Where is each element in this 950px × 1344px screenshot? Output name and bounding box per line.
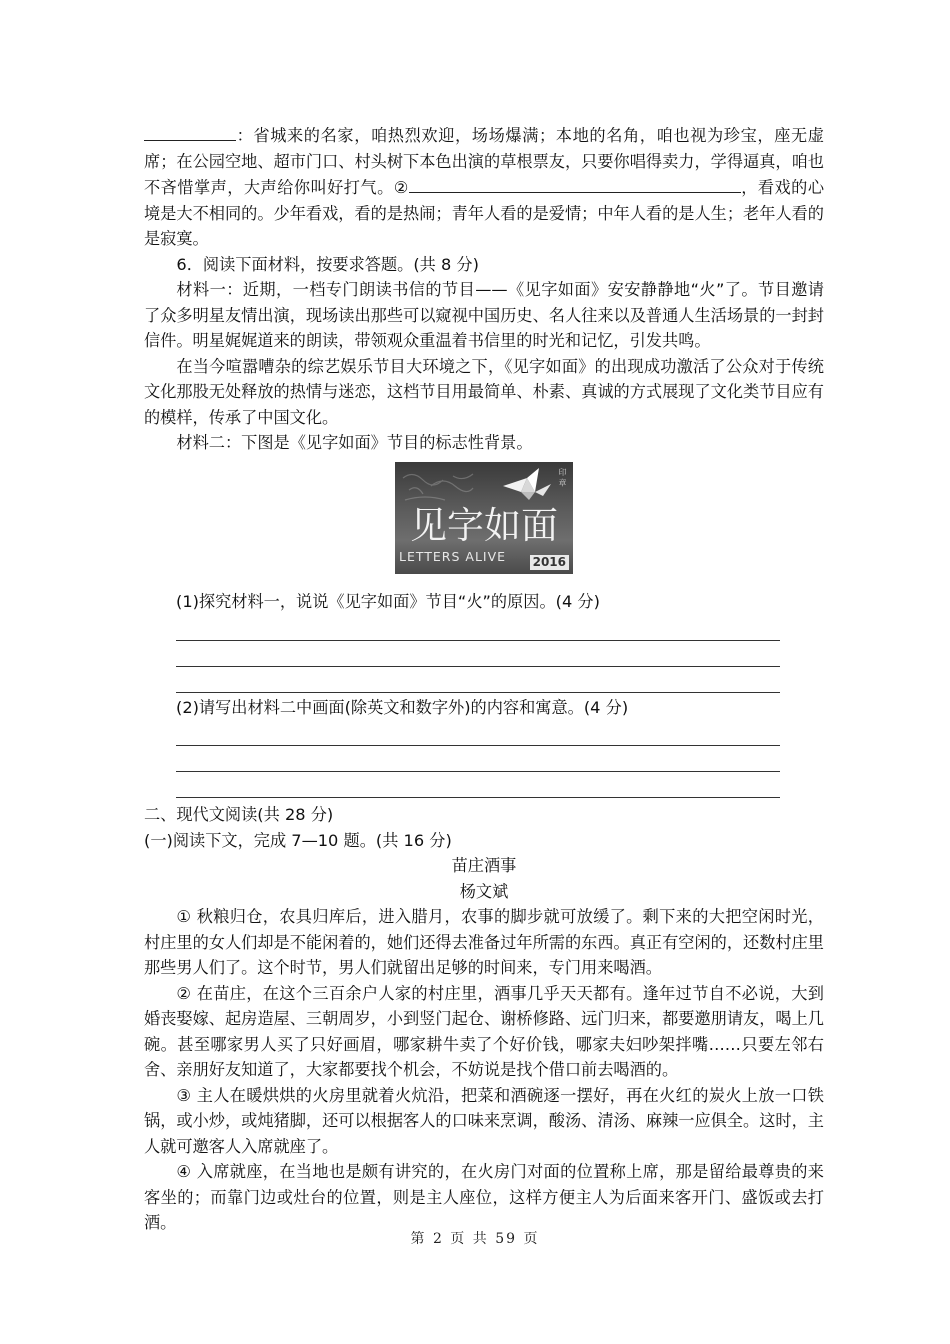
figure-year: 2016 bbox=[530, 555, 569, 570]
calligraphy-background-icon bbox=[401, 468, 493, 504]
article-author: 杨文斌 bbox=[459, 881, 509, 901]
article-paragraph-4: ④ 入席就座，在当地也是颇有讲究的，在火房门对面的位置称上席，那是留给最尊贵的来客坐的；而靠门边或灶台的位置，则是主人座位，这样方便主人为后面来客开门、盛饭或去打酒。 bbox=[144, 1162, 824, 1232]
article-paragraph-2: ② 在苗庄，在这个三百余户人家的村庄里，酒事几乎天天都有。逢年过节自不必说，大到婚丧娶嫁、起房造屋、三朝周岁，小到竖门起仓、谢桥修路、远门归来，都要邀朋请友，喝上几碗。甚至哪家男人买了只好画眉，哪家耕牛卖了个好价钱，哪家夫妇吵架拌嘴……只要左邻右舍、亲朋好友知道了，大家都要找个机会，不妨说是找个借口前去喝酒的。 bbox=[144, 983, 824, 1079]
blank-line-1 bbox=[144, 122, 236, 141]
answer-line bbox=[176, 773, 780, 798]
figure-container bbox=[144, 462, 824, 582]
material-1-paragraph: 材料一：近期，一档专门朗读书信的节目——《见字如面》安安静静地“火”了。节目邀请了众多明星友情出演，现场读出那些可以窥视中国历史、名人往来以及普通人生活场景的一封封信件。明星娓娓道来的朗读，带领观众重温着书信里的时光和记忆，引发共鸣。 bbox=[144, 280, 824, 350]
page-footer: 第 2 页 共 59 页 bbox=[410, 1231, 540, 1247]
figure-subtitle: LETTERS ALIVE bbox=[399, 549, 507, 564]
section-2-heading: 二、现代文阅读(共 28 分) bbox=[144, 805, 334, 824]
paper-crane-icon bbox=[499, 466, 555, 504]
letters-alive-logo-image bbox=[395, 462, 573, 574]
page-content bbox=[144, 122, 824, 1236]
material-2-paragraph: 材料二：下图是《见字如面》节目的标志性背景。 bbox=[176, 433, 533, 452]
answer-line bbox=[176, 747, 780, 772]
paragraph-blank-fill: ：省城来的名家，咱热烈欢迎，场场爆满；本地的名角，咱也视为珍宝，座无虚席；在公园空地、超市门口、村头树下本色出演的草根票友，只要你唱得卖力，学得逼真，咱也不吝惜掌声，大声给你叫好打气。② ，看戏的心境是大不相同的。少年看戏，看的是热闹；青年人看的是爱情；中年人看的是人生；老年人看的是寂寞。 bbox=[144, 122, 824, 252]
article-paragraph-3: ③ 主人在暖烘烘的火房里就着火炕沿，把菜和酒碗逐一摆好，再在火红的炭火上放一口铁锅，或小炒，或炖猪脚，还可以根据客人的口味来烹调，酸汤、清汤、麻辣一应俱全。这时，主人就可邀客人入席就座了。 bbox=[144, 1085, 824, 1156]
section-2-subheading: (一)阅读下文，完成 7—10 题。(共 16 分) bbox=[144, 830, 452, 850]
material-1-paragraph-2: 在当今喧嚣嘈杂的综艺娱乐节目大环境之下，《见字如面》的出现成功激活了公众对于传统文化那股无处释放的热情与迷恋，这档节目用最简单、朴素、真诚的方式展现了文化类节目应有的模样，传承了中国文化。 bbox=[144, 356, 824, 427]
answer-line bbox=[176, 668, 780, 693]
answer-line bbox=[176, 721, 780, 746]
answer-line bbox=[176, 616, 780, 641]
article-title: 苗庄酒事 bbox=[451, 856, 517, 875]
subquestion-1: (1)探究材料一，说说《见字如面》节目“火”的原因。(4 分) bbox=[176, 592, 600, 611]
article-paragraph-1: ① 秋粮归仓，农具归库后，进入腊月，农事的脚步就可放缓了。剩下来的大把空闲时光，村庄里的女人们却是不能闲着的，她们还得去准备过年所需的东西。真正有空闲的，还数村庄里那些男人们了。这个时节，男人们就留出足够的时间来，专门用来喝酒。 bbox=[144, 907, 824, 977]
figure-title: 见字如面 bbox=[410, 503, 558, 547]
answer-line bbox=[176, 642, 780, 667]
seal-mark-icon: 印 章 bbox=[558, 467, 567, 487]
subquestion-2: (2)请写出材料二中画面(除英文和数字外)的内容和寓意。(4 分) bbox=[176, 697, 629, 717]
question-6-heading: 6．阅读下面材料，按要求答题。(共 8 分) bbox=[176, 254, 479, 274]
blank-line-2 bbox=[409, 174, 741, 193]
